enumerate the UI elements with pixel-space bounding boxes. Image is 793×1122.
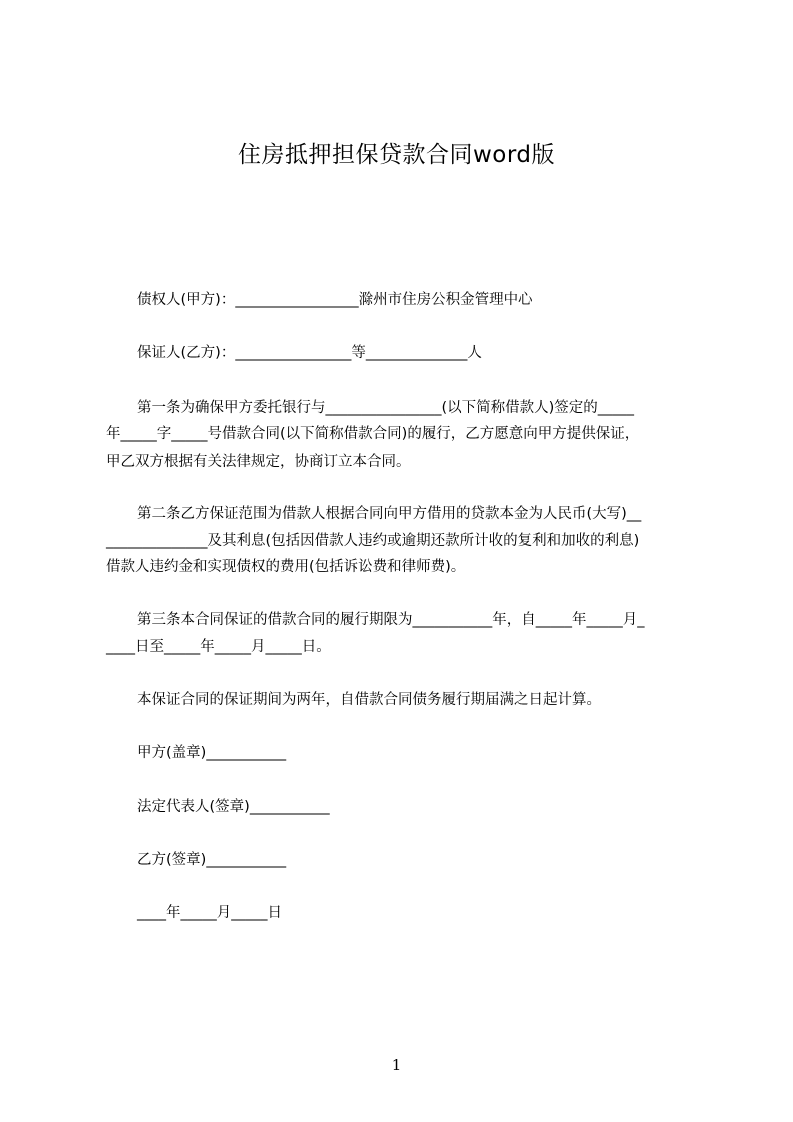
article-3-line-2: ____日至_____年_____月_____日。 [106,639,331,655]
guarantee-period-line: 本保证合同的保证期间为两年，自借款合同债务履行期届满之日起计算。 [137,692,601,708]
date-line: ____年_____月_____日 [137,905,282,921]
party-a-seal-line: 甲方(盖章)___________ [137,745,287,761]
article-2-line-2: ______________及其利息(包括因借款人违约或逾期还款所计收的复利和加收的利息) [106,533,640,549]
page-number: 1 [391,1056,402,1074]
creditor-line: 债权人(甲方)：_________________滁州市住房公积金管理中心 [137,292,533,308]
article-1-line-1: 第一条为确保甲方委托银行与________________(以下简称借款人)签定的_____ [137,400,635,416]
party-b-signature-line: 乙方(签章)___________ [137,852,287,868]
article-1-line-2: 年_____字_____号借款合同(以下简称借款合同)的履行，乙方愿意向甲方提供保证， [106,426,640,442]
document-title: 住房抵押担保贷款合同word版 [237,142,556,168]
article-1-line-3: 甲乙双方根据有关法律规定，协商订立本合同。 [106,454,411,470]
article-3-line-1: 第三条本合同保证的借款合同的履行期限为___________年，自_____年_____月_ [137,612,645,628]
article-2-line-1: 第二条乙方保证范围为借款人根据合同向甲方借用的贷款本金为人民币(大写)__ [137,506,642,522]
legal-representative-line: 法定代表人(签章)___________ [137,799,330,815]
guarantor-line: 保证人(乙方)：________________等______________人 [137,345,482,361]
article-2-line-3: 借款人违约金和实现债权的费用(包括诉讼费和律师费)。 [106,559,466,575]
